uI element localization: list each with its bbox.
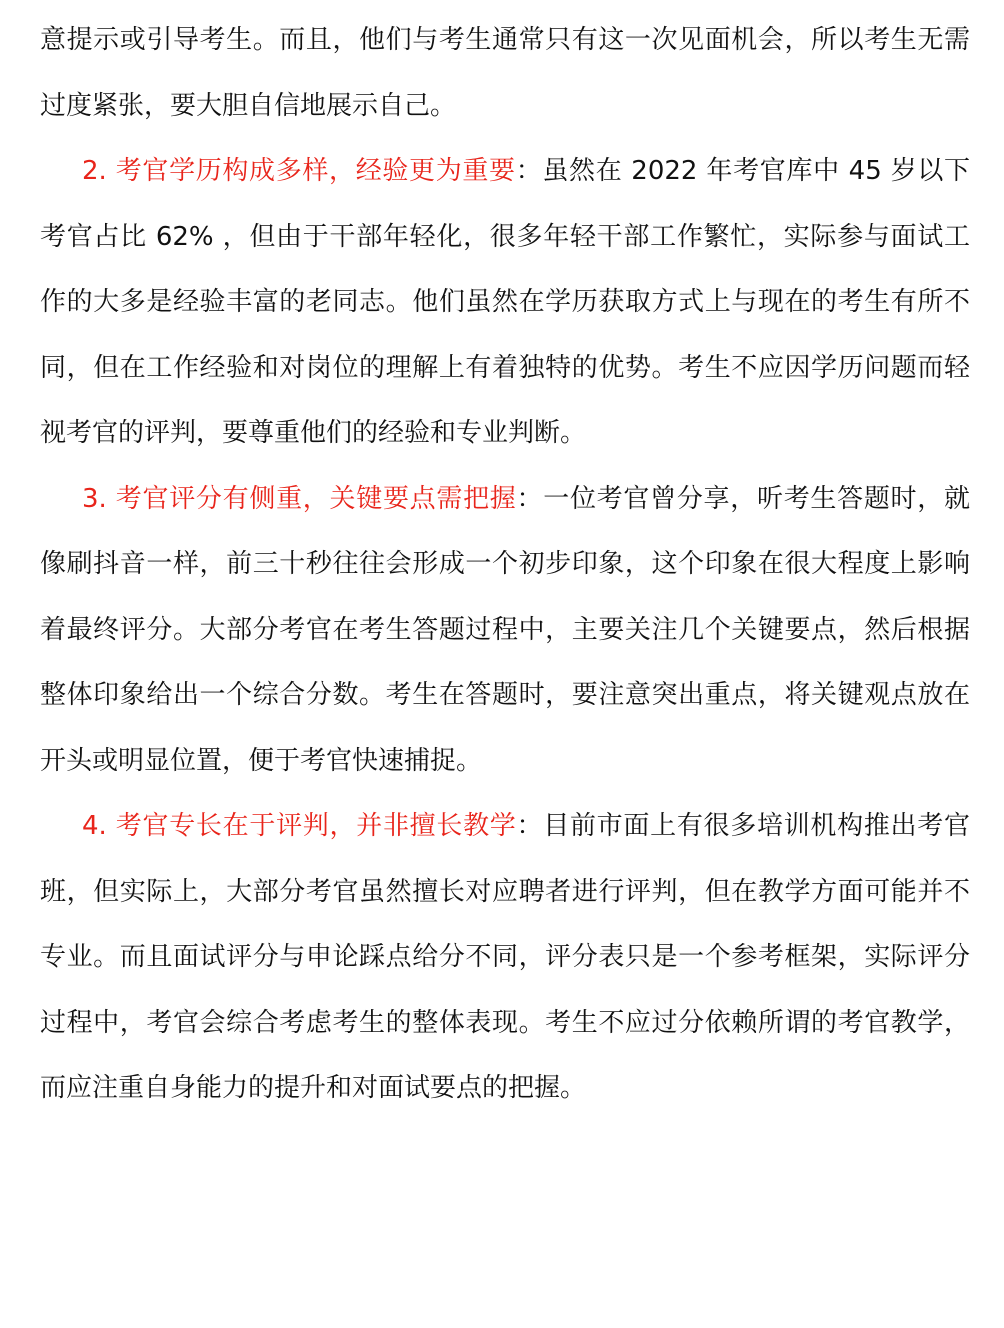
paragraph-body: 意提示或引导考生。而且，他们与考生通常只有这一次见面机会，所以考生无需过度紧张，要大胆自信地展示自己。 (40, 25, 970, 121)
paragraph-point-4 (40, 794, 970, 1122)
point-3-heading: 3. 考官评分有侧重，关键要点需把握 (82, 483, 517, 514)
paragraph-intro-continuation (40, 8, 970, 139)
point-4-heading: 4. 考官专长在于评判，并非擅长教学 (82, 811, 517, 841)
point-4-body: ：目前市面上有很多培训机构推出考官班，但实际上，大部分考官虽然擅长对应聘者进行评判，但在教学方面可能并不专业。而且面试评分与申论踩点给分不同，评分表只是一个参考框架，实际评分过程中，考官会综合考虑考生的整体表现。考生不应过分依赖所谓的考官教学，而应注重自身能力的提升和对面试要点的把握。 (40, 811, 970, 1103)
point-3-body: ：一位考官曾分享，听考生答题时，就像刷抖音一样，前三十秒往往会形成一个初步印象，这个印象在很大程度上影响着最终评分。大部分考官在考生答题过程中，主要关注几个关键要点，然后根据整体印象给出一个综合分数。考生在答题时，要注意突出重点，将关键观点放在开头或明显位置，便于考官快速捕捉。 (40, 483, 970, 776)
paragraph-point-2 (40, 139, 970, 467)
point-2-body: ：虽然在 2022 年考官库中 45 岁以下考官占比 62% ，但由于干部年轻化，很多年轻干部工作繁忙，实际参与面试工作的大多是经验丰富的老同志。他们虽然在学历获取方式上与现在的考生有所不同，但在工作经验和对岗位的理解上有着独特的优势。考生不应因学历问题而轻视考官的评判，要尊重他们的经验和专业判断。 (40, 156, 971, 448)
point-2-heading: 2. 考官学历构成多样，经验更为重要 (82, 156, 516, 186)
paragraph-point-3 (40, 467, 970, 795)
